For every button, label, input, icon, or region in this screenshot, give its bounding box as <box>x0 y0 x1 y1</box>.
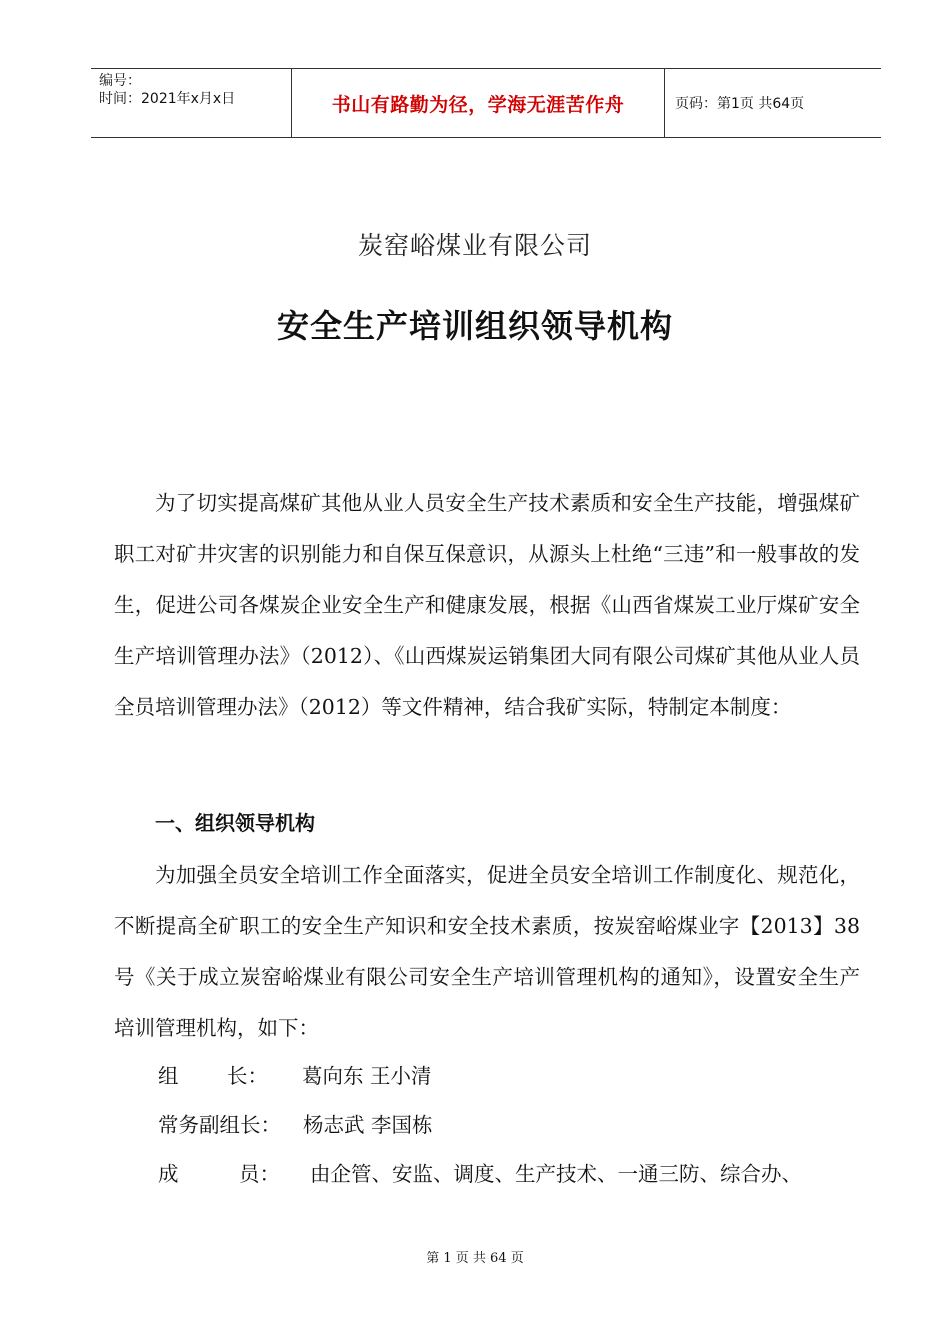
role-members <box>158 1159 802 1189</box>
role-members-label-b: 员： <box>239 1162 280 1186</box>
number-label: 编号： <box>99 73 141 89</box>
intro-paragraph: 为了切实提高煤矿其他从业人员安全生产技术素质和安全生产技能，增强煤矿职工对矿井灾害的识别能力和自保互保意识，从源头上杜绝“三违”和一般事故的发生，促进公司各煤炭企业安全生产和健康发展，根据《山西省煤炭工业厅煤矿安全生产培训管理办法》（2012）、《山西煤炭运销集团大同有限公司煤矿其他从业人员全员培训管理办法》（2012）等文件精神，结合我矿实际，特制定本制度： <box>114 491 860 719</box>
header-meta-cell <box>91 69 292 137</box>
role-leader-label-a: 组 <box>158 1064 179 1088</box>
document-title: 安全生产培训组织领导机构 <box>276 307 673 345</box>
header-page-cell <box>665 69 881 137</box>
role-leader-label <box>158 1061 268 1091</box>
header-table <box>91 68 881 138</box>
role-leader-label-b: 长： <box>227 1064 268 1088</box>
role-deputy-names: 杨志武 李国栋 <box>303 1113 433 1137</box>
motto: 书山有路勤为径，学海无涯苦作舟 <box>331 93 625 116</box>
company-name: 炭窑峪煤业有限公司 <box>357 231 592 260</box>
section-heading: 一、组织领导机构 <box>155 811 315 835</box>
role-leader <box>158 1061 432 1091</box>
page-footer: 第 1 页 共 64 页 <box>426 1251 524 1266</box>
section-paragraph: 为加强全员安全培训工作全面落实，促进全员安全培训工作制度化、规范化，不断提高全矿职工的安全生产知识和安全技术素质，按炭窑峪煤业字【2013】38号《关于成立炭窑峪煤业有限公司安全生产培训管理机构的通知》，设置安全生产培训管理机构，如下： <box>114 863 860 1040</box>
time-label: 时间：2021年x月x日 <box>99 91 236 107</box>
role-members-label-a: 成 <box>158 1162 179 1186</box>
role-members-names: 由企管、安监、调度、生产技术、一通三防、综合办、 <box>310 1162 802 1186</box>
role-members-label <box>158 1159 280 1189</box>
page-info: 页码：第1页 共64页 <box>675 96 805 112</box>
role-deputy <box>158 1110 433 1140</box>
role-deputy-label: 常务副组长： <box>158 1113 281 1137</box>
header-motto-cell <box>292 69 665 137</box>
role-leader-names: 葛向东 王小清 <box>302 1064 432 1088</box>
